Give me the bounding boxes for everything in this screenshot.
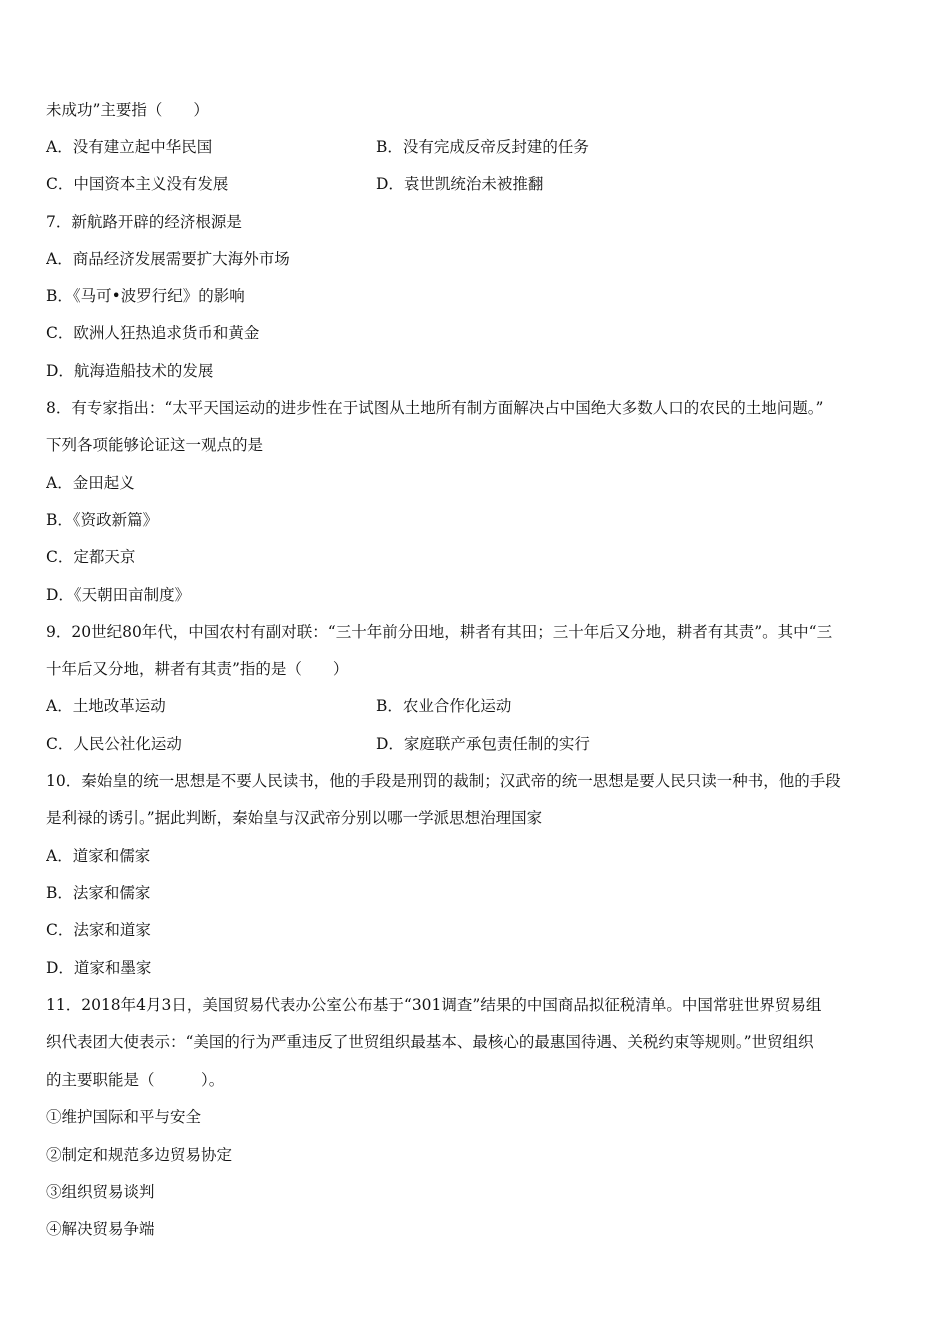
q7-option-b: B．《马可•波罗行纪》的影响: [46, 287, 245, 305]
q6-option-d: D．袁世凯统治未被推翻: [376, 175, 544, 193]
q11-statement-3: ③组织贸易谈判: [46, 1183, 155, 1201]
q9-stem-line1: 9．20世纪80年代，中国农村有副对联：“三十年前分田地，耕者有其田；三十年后又分地，耕者有其责”。其中“三: [46, 623, 833, 641]
q6-option-b: B．没有完成反帝反封建的任务: [376, 138, 589, 156]
q8-stem-line2: 下列各项能够论证这一观点的是: [46, 436, 264, 454]
q9-option-d: D．家庭联产承包责任制的实行: [376, 735, 590, 753]
q6-option-c: C．中国资本主义没有发展: [46, 175, 229, 193]
q9-option-c: C．人民公社化运动: [46, 735, 182, 753]
q7-option-a: A．商品经济发展需要扩大海外市场: [46, 250, 290, 268]
q7-option-c: C．欧洲人狂热追求货币和黄金: [46, 324, 260, 342]
q8-option-a: A．金田起义: [46, 474, 135, 492]
q6-option-a: A．没有建立起中华民国: [46, 138, 213, 156]
q8-option-c: C．定都天京: [46, 548, 136, 566]
q9-option-b: B．农业合作化运动: [376, 697, 512, 715]
q7-option-d: D．航海造船技术的发展: [46, 362, 214, 380]
q11-statement-1: ①维护国际和平与安全: [46, 1108, 202, 1126]
q10-option-c: C．法家和道家: [46, 921, 151, 939]
q8-stem-line1: 8．有专家指出：“太平天国运动的进步性在于试图从土地所有制方面解决占中国绝大多数人口的农民的土地问题。”: [46, 399, 824, 417]
q11-statement-2: ②制定和规范多边贸易协定: [46, 1146, 233, 1164]
q11-stem-line1: 11．2018年4月3日，美国贸易代表办公室公布基于“301调查”结果的中国商品拟征税清单。中国常驻世界贸易组: [46, 996, 822, 1014]
q10-stem-line1: 10．秦始皇的统一思想是不要人民读书，他的手段是刑罚的裁制；汉武帝的统一思想是要人民只读一种书，他的手段: [46, 772, 841, 790]
q11-statement-4: ④解决贸易争端: [46, 1220, 155, 1238]
q6-stem-tail: 未成功”主要指（ ）: [46, 101, 209, 119]
q10-option-d: D．道家和墨家: [46, 959, 152, 977]
q11-stem-line2: 织代表团大使表示：“美国的行为严重违反了世贸组织最基本、最核心的最惠国待遇、关税约束等规则。”世贸组织: [46, 1033, 814, 1051]
q10-stem-line2: 是利禄的诱引。”据此判断，秦始皇与汉武帝分别以哪一学派思想治理国家: [46, 809, 543, 827]
q10-option-b: B．法家和儒家: [46, 884, 151, 902]
q8-option-d: D．《天朝田亩制度》: [46, 586, 191, 604]
q10-option-a: A．道家和儒家: [46, 847, 151, 865]
q9-stem-line2: 十年后又分地，耕者有其责”指的是（ ）: [46, 660, 349, 678]
q8-option-b: B．《资政新篇》: [46, 511, 159, 529]
q11-stem-line3: 的主要职能是（ ）。: [46, 1071, 225, 1089]
q9-option-a: A．土地改革运动: [46, 697, 166, 715]
q7-stem: 7．新航路开辟的经济根源是: [46, 213, 242, 231]
